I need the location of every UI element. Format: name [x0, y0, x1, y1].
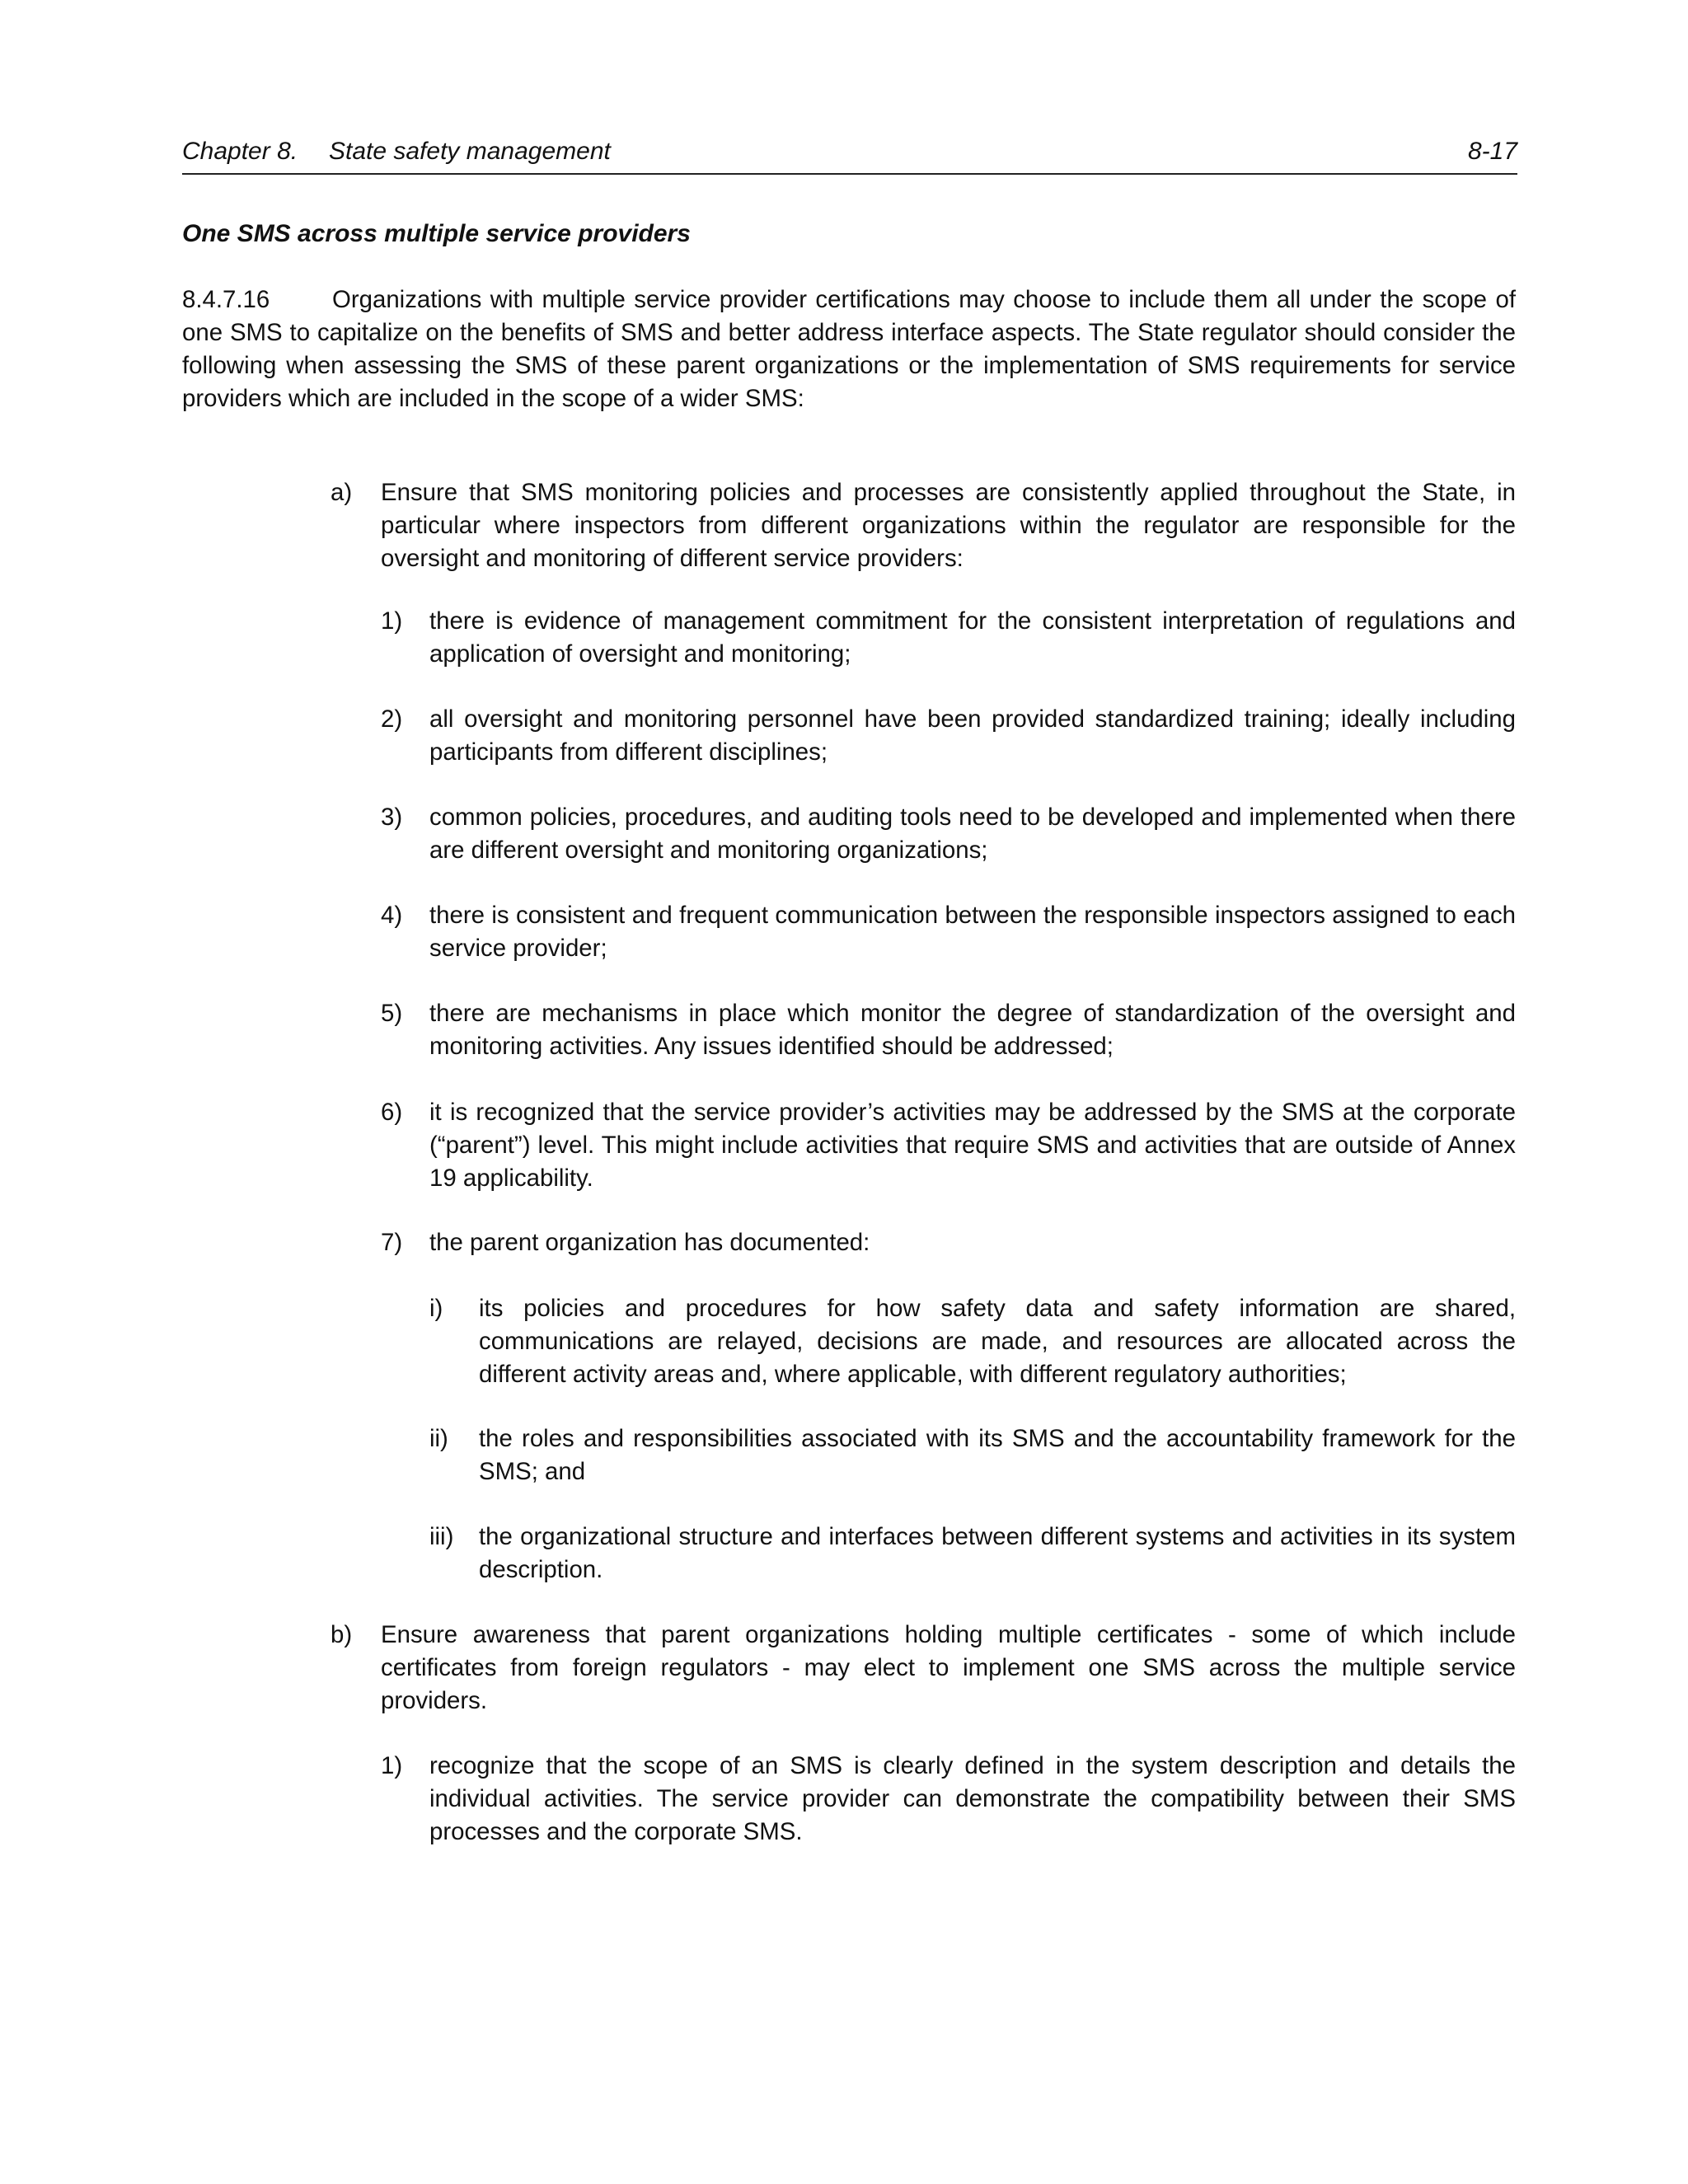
main-paragraph: [182, 284, 1516, 415]
list-marker: b): [331, 1621, 353, 1648]
page-header: [182, 132, 1517, 175]
list-item-text: Ensure awareness that parent organizations holding multiple certificates - some of which include certificates from foreign regulators - may elect to implement one SMS across the multiple service providers.: [381, 1621, 1516, 1714]
paragraph-number: 8.4.7.16: [182, 286, 270, 313]
section-heading: One SMS across multiple service providers: [182, 220, 691, 247]
list-item-text: the organizational structure and interfaces between different systems and activities in its system description.: [479, 1523, 1516, 1583]
list-item-text: it is recognized that the service provider’s activities may be addressed by the SMS at the corporate (“parent”) level. This might include activities that require SMS and activities that are outside of Annex 19 applicability.: [429, 1099, 1516, 1192]
list-marker: 4): [381, 902, 403, 929]
paragraph-text: Organizations with multiple service provider certifications may choose to include them all under the scope of one SMS to capitalize on the benefits of SMS and better address interface aspects. The State regulator should consider the following when assessing the SMS of these parent organizations or the implementation of SMS requirements for service providers which are included in the scope of a wider SMS:: [182, 286, 1516, 412]
list-marker: 1): [381, 607, 403, 635]
list-item-text: the roles and responsibilities associated with its SMS and the accountability framework for the SMS; and: [479, 1425, 1516, 1485]
list-marker: iii): [429, 1523, 454, 1550]
list-item-text: common policies, procedures, and auditing tools need to be developed and implemented when there are different oversight and monitoring organizations;: [429, 804, 1516, 864]
list-marker: 5): [381, 1000, 403, 1027]
list-marker: 6): [381, 1099, 403, 1126]
list-item-text: recognize that the scope of an SMS is clearly defined in the system description and details the individual activities. The service provider can demonstrate the compatibility between their SMS processes and the corporate SMS.: [429, 1752, 1516, 1845]
chapter-label: Chapter 8.: [182, 138, 298, 165]
page-number: 8-17: [1467, 138, 1517, 165]
list-marker: 3): [381, 804, 403, 831]
list-marker: i): [429, 1295, 443, 1322]
list-item-text: its policies and procedures for how safety data and safety information are shared, communications are relayed, decisions are made, and resources are allocated across the different activity areas and, where applicable, with different regulatory authorities;: [479, 1295, 1516, 1388]
list-item-text: there are mechanisms in place which monitor the degree of standardization of the oversight and monitoring activities. Any issues identified should be addressed;: [429, 1000, 1516, 1060]
list-marker: 7): [381, 1229, 403, 1256]
list-marker: 2): [381, 705, 403, 733]
list-item-text: the parent organization has documented:: [429, 1229, 870, 1256]
list-marker: ii): [429, 1425, 448, 1452]
list-marker: a): [331, 479, 353, 506]
list-marker: 1): [381, 1752, 403, 1779]
chapter-title: State safety management: [329, 138, 611, 165]
list-item-text: all oversight and monitoring personnel have been provided standardized training; ideally including participants from different disciplines;: [429, 705, 1516, 766]
list-item-text: there is consistent and frequent communication between the responsible inspectors assigned to each service provider;: [429, 902, 1516, 962]
list-item-text: Ensure that SMS monitoring policies and processes are consistently applied throughout the State, in particular where inspectors from different organizations within the regulator are responsible for the oversight and monitoring of different service providers:: [381, 479, 1516, 572]
list-item-text: there is evidence of management commitment for the consistent interpretation of regulations and application of oversight and monitoring;: [429, 607, 1516, 668]
